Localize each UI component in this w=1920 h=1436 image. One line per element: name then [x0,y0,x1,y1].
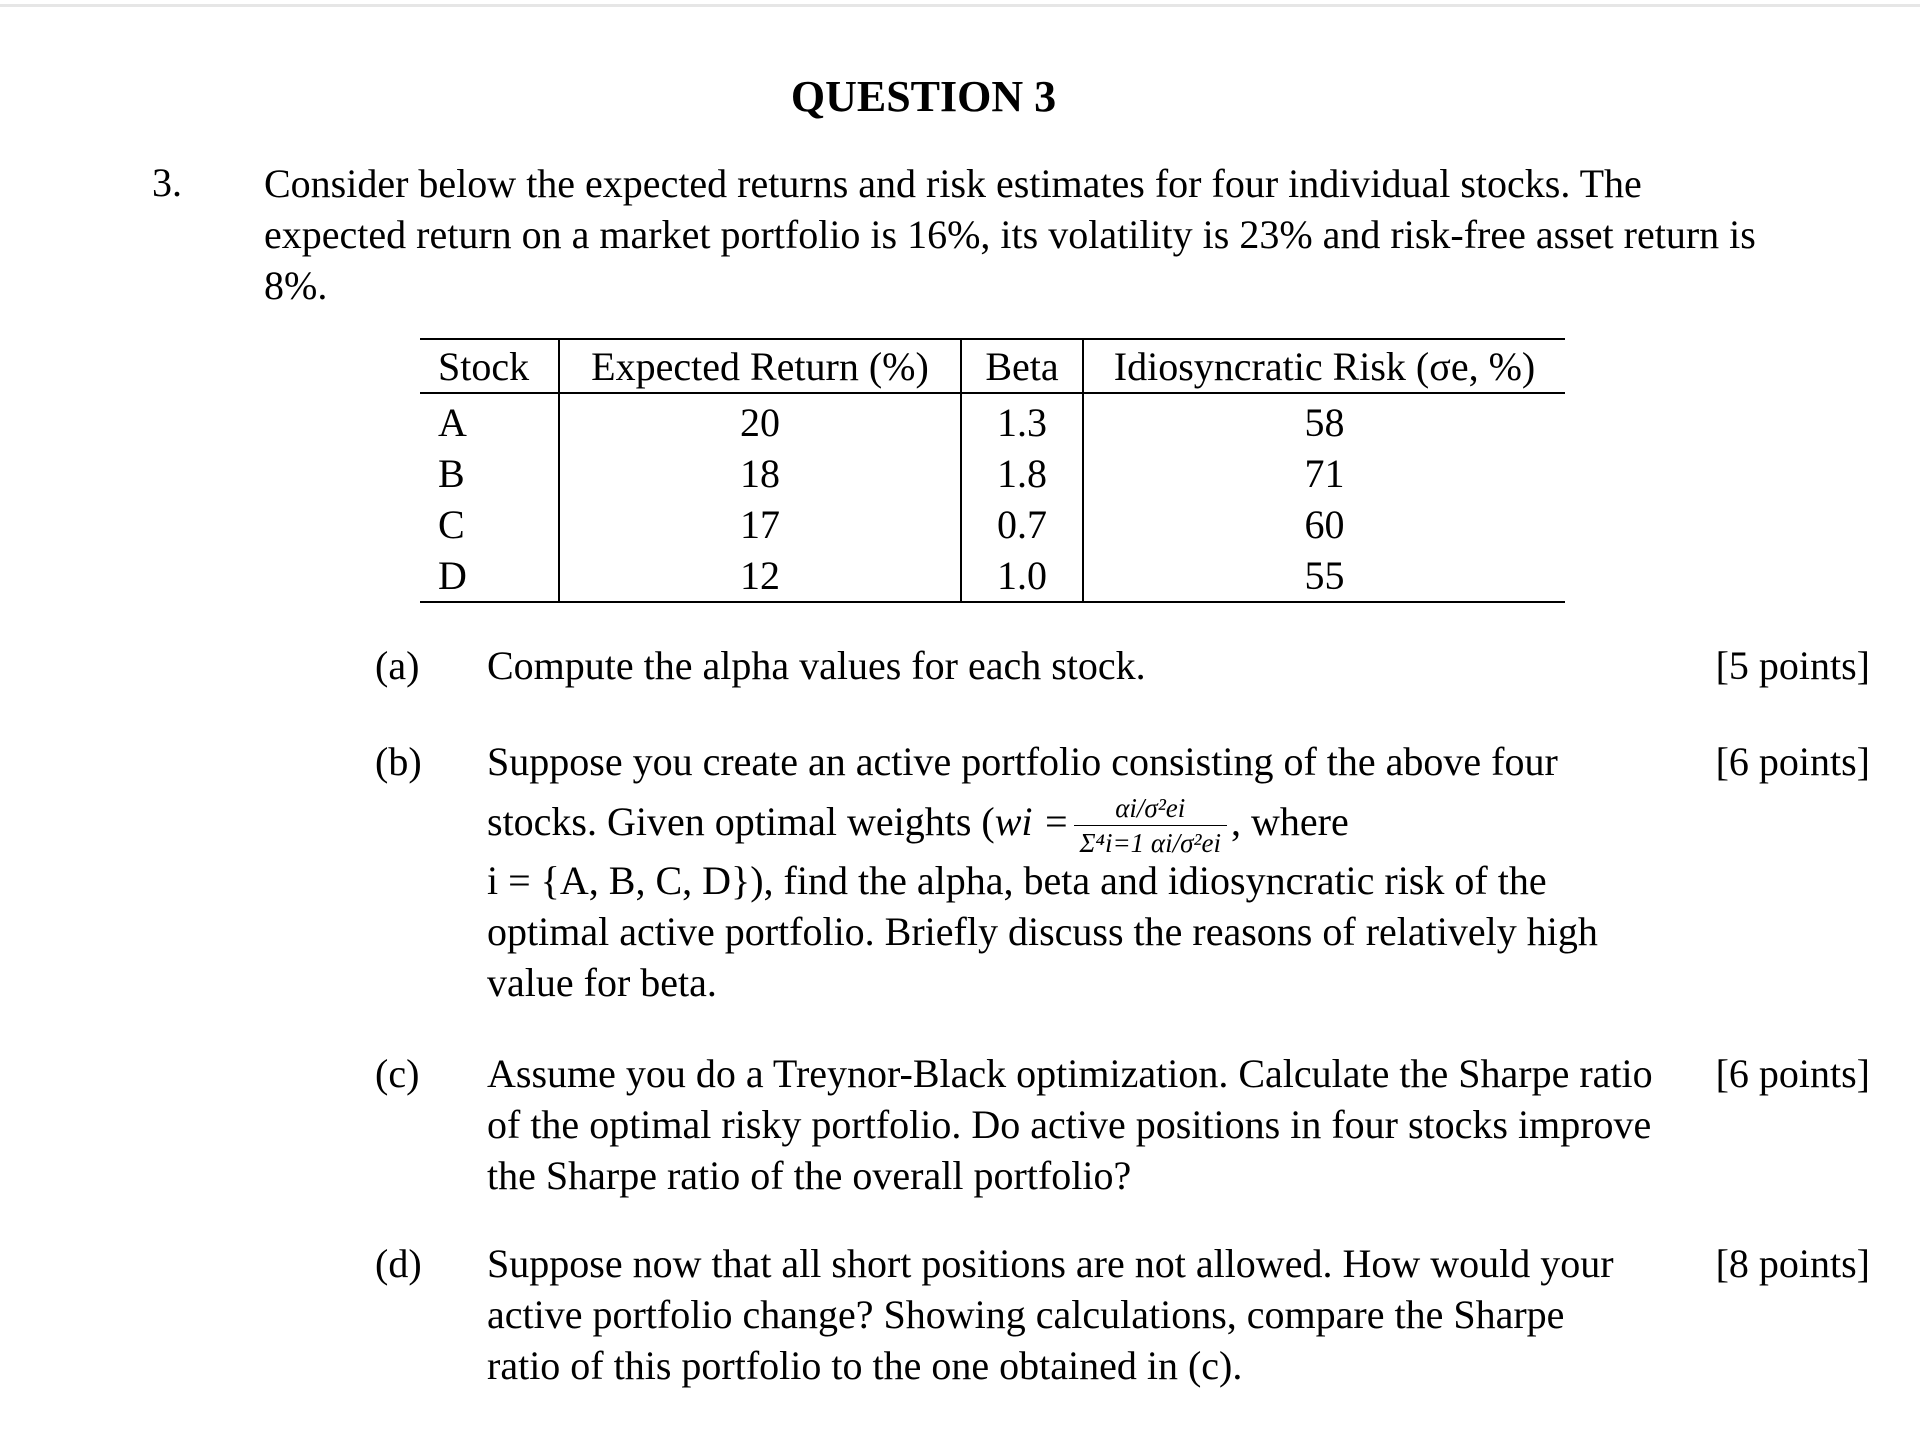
fraction-numerator: αi/σ²ei [1074,793,1227,826]
stock-data-table [420,338,1565,603]
part-c-label: (c) [375,1051,420,1096]
table-row [420,499,1565,550]
part-b-line3: i = {A, B, C, D}), find the alpha, beta and idiosyncratic risk of the optimal active portfolio. Briefly discuss the reasons of relatively high value for beta. [487,858,1598,1005]
cell-stock: B [420,448,559,499]
part-b-body [487,736,1667,1008]
weight-fraction [1074,793,1227,858]
question-title: QUESTION 3 [790,72,1057,121]
cell-beta: 0.7 [961,499,1083,550]
top-divider [0,4,1920,7]
table-header-row [420,339,1565,393]
part-b-label: (b) [375,739,422,784]
fraction-denominator: Σ⁴i=1 αi/σ²ei [1079,828,1221,859]
cell-stock: D [420,550,559,602]
cell-stock: A [420,393,559,448]
cell-expected-return: 17 [559,499,961,550]
cell-idiosyncratic-risk: 55 [1304,553,1345,598]
cell-expected-return: 18 [559,448,961,499]
part-d-text: Suppose now that all short positions are not allowed. How would your active portfolio change? Showing calculations, compare the Sharpe ratio of this portfolio to the one obtained in (c). [487,1241,1614,1388]
weight-symbol: wi = [994,799,1070,844]
cell-idiosyncratic-risk: 58 [1304,400,1345,445]
part-c-text: Assume you do a Treynor-Black optimization. Calculate the Sharpe ratio of the optimal risky portfolio. Do active positions in four stocks improve the Sharpe ratio of the overall portfolio? [487,1051,1653,1198]
cell-beta: 1.3 [961,393,1083,448]
part-a-points: [5 points] [1715,643,1870,688]
cell-stock: C [420,499,559,550]
part-b-line2-pre: stocks. Given optimal weights ( [487,799,995,844]
header-beta: Beta [961,339,1083,393]
header-stock: Stock [420,339,559,393]
question-number: 3. [152,160,182,205]
question-intro: Consider below the expected returns and risk estimates for four individual stocks. The expected return on a market portfolio is 16%, its volatility is 23% and risk-free asset return is 8%. [264,161,1756,308]
part-b-formula-line [487,787,1667,859]
part-b-points: [6 points] [1715,739,1870,784]
cell-beta: 1.8 [961,448,1083,499]
part-b [0,736,1920,1016]
cell-expected-return: 20 [559,393,961,448]
part-b-line2-post: , where [1231,799,1349,844]
table-row [420,448,1565,499]
header-idiosyncratic-risk: Idiosyncratic Risk (σe, %) [1083,339,1565,393]
table-row [420,393,1565,448]
header-expected-return: Expected Return (%) [559,339,961,393]
part-d-points: [8 points] [1715,1241,1870,1286]
cell-idiosyncratic-risk: 60 [1304,502,1345,547]
cell-expected-return: 12 [559,550,961,602]
cell-idiosyncratic-risk: 71 [1304,451,1345,496]
part-c-points: [6 points] [1715,1051,1870,1096]
part-d-label: (d) [375,1241,422,1286]
table-row [420,550,1565,602]
part-b-line1: Suppose you create an active portfolio consisting of the above four [487,739,1558,784]
part-a-text: Compute the alpha values for each stock. [487,643,1146,688]
cell-beta: 1.0 [961,550,1083,602]
part-a-label: (a) [375,643,420,688]
